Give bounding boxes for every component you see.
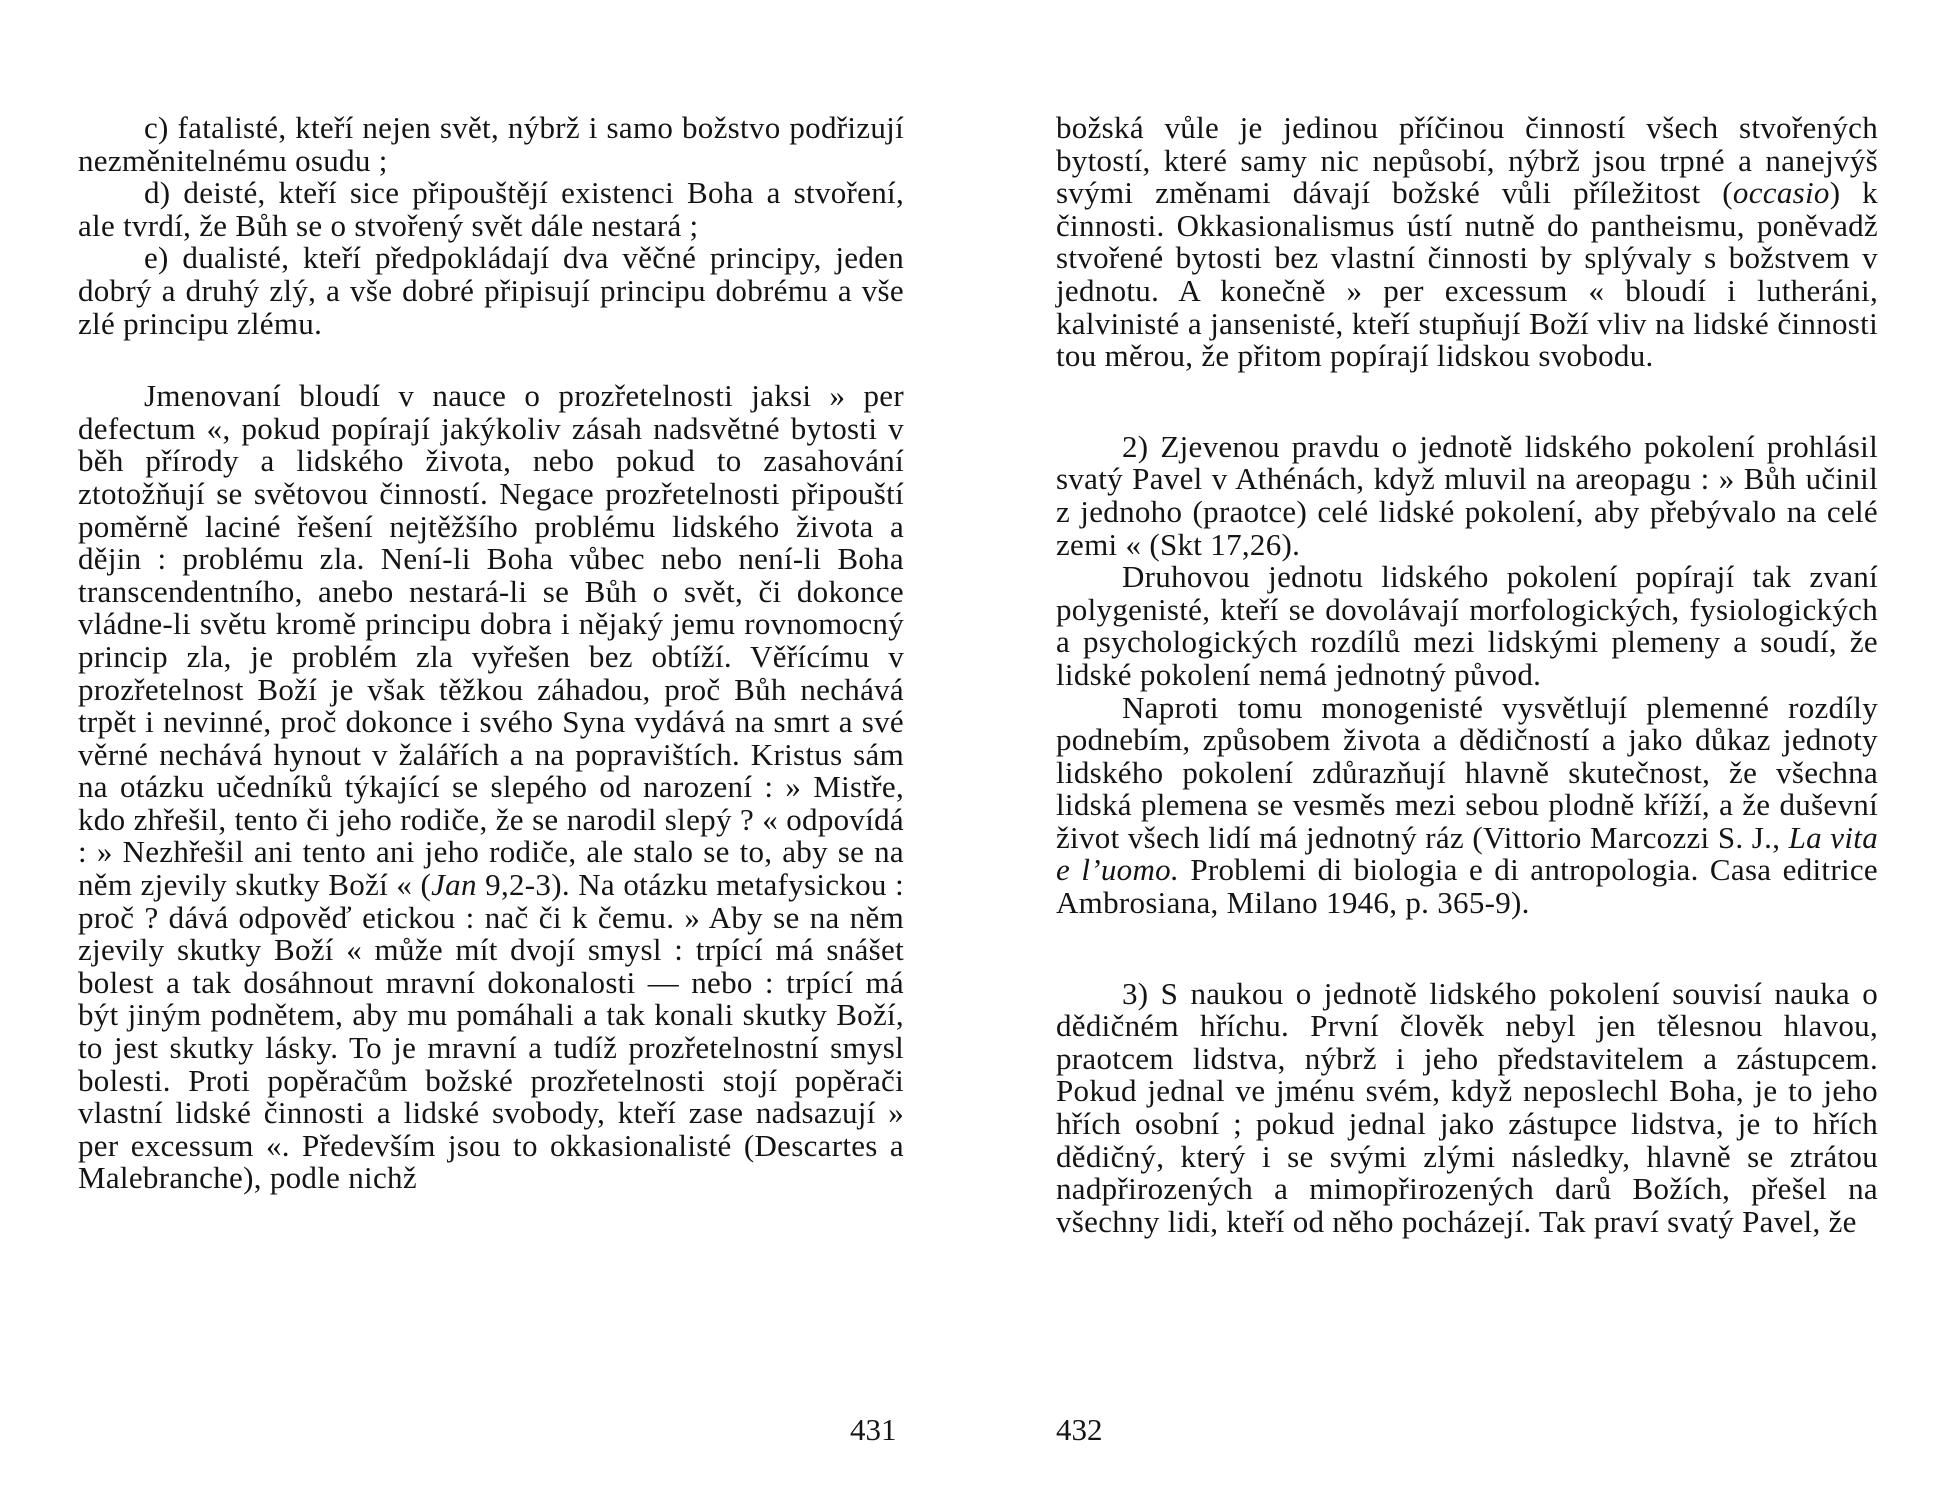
list-item-c: c) fatalisté, kteří nejen svět, nýbrž i samo božstvo podřizují nezměnitelnému osudu ; [78, 110, 904, 178]
list-item-d: d) deisté, kteří sice připouštějí existenci Boha a stvoření, ale tvrdí, že Bůh se o stvořený svět dále nestará ; [78, 175, 904, 243]
paragraph-text: Jmenovaní bloudí v nauce o prozřetelnosti jaksi » per defectum «, pokud popírají jakýkoliv zásah nadsvětné bytosti v běh přírody a lidského života, nebo pokud to zasahování ztotožňují se světovou činností. Negace prozřetelnosti připouští poměrně laciné řešení nejtěžšího problému lidského života a dějin : problému zla. Není-li Boha vůbec nebo není-li Boha transcendentního, anebo nestará-li se Bůh o svět, či dokonce vládne-li světu kromě principu dobra i nějaký jemu rovnomocný princip zla, je problém zla vyřešen bez obtíží. Věřícímu v prozřetelnost Boží je však těžkou záhadou, proč Bůh nechává trpět i nevinné, proč dokonce i svého Syna vydává na smrt a své věrné nechává hynout v žalářích a na popravištích. Kristus sám na otázku učedníků týkající se slepého od narození : » Mistře, kdo zhřešil, tento či jeho rodiče, že se narodil slepý ? « odpovídá : » Nezhřešil ani tento ani jeho rodiče, ale stalo se to, aby se na něm zjevily skutky Boží « ( [78, 378, 904, 903]
left-page [78, 112, 904, 1452]
page-number-right: 432 [1056, 1412, 1103, 1447]
list-item-e: e) dualisté, kteří předpokládají dva věčné principy, jeden dobrý a druhý zlý, a vše dobré připisují principu dobrému a vše zlé principu zlému. [78, 240, 904, 341]
monogenists-paragraph [1056, 689, 1878, 921]
right-page [1056, 112, 1878, 1452]
paragraph-text: ) k činnosti. Okkasionalismus ústí nutně do pantheismu, poněvadž stvořené bytosti bez vlastní činnosti by splývaly s božstvem v jednotu. A konečně » per excessum « bloudí i lutheráni, kalvinisté a jansenisté, kteří stupňují Boží vliv na lidské činnosti tou měrou, že přitom popírají lidskou svobodu. [1056, 175, 1878, 374]
section-3-paragraph: 3) S naukou o jednotě lidského pokolení souvisí nauka o dědičném hříchu. První člověk nebyl jen tělesnou hlavou, praotcem lidstva, nýbrž i jeho představitelem a zástupcem. Pokud jednal ve jménu svém, když neposlechl Boha, je to jeho hřích osobní ; pokud jednal jako zástupce lidstva, je to hřích dědičný, který i se svými zlými následky, hlavně se ztrátou nadpřirozených a mimopřirozených darů Božích, přešel na všechny lidi, kteří od něho pocházejí. Tak praví svatý Pavel, že [1056, 975, 1878, 1239]
page-number-left: 431 [850, 1412, 897, 1447]
italic-term: occasio [1732, 175, 1830, 211]
polygenists-paragraph: Druhovou jednotu lidského pokolení popírají tak zvaní polygenisté, kteří se dovolávají morfologických, fysiologických a psychologických rozdílů mezi lidskými plemeny a soudí, že lidské pokolení nemá jednotný původ. [1056, 559, 1878, 692]
body-paragraph [78, 380, 904, 1195]
bible-reference: Jan [431, 867, 477, 903]
continuation-paragraph [1056, 112, 1878, 373]
paragraph-text: 9,2-3). Na otázku metafysickou : proč ? dává odpověď etickou : nač či k čemu. » Aby se na něm zjevily skutky Boží « může mít dvojí smysl : trpící má snášet bolest a tak dosáhnout mravní dokonalosti — nebo : trpící má být jiným podnětem, aby mu pomáhali a tak konali skutky Boží, to jest skutky lásky. To je mravní a tudíž prozřetelnostní smysl bolesti. Proti popěračům božské prozřetelnosti stojí popěrači vlastní lidské činnosti a lidské svobody, kteří zase nadsazují » per excessum «. Především jsou to okkasionalisté (Descartes a Malebranche), podle nichž [78, 867, 904, 1196]
section-2-paragraph: 2) Zjevenou pravdu o jednotě lidského pokolení prohlásil svatý Pavel v Athénách, když mluvil na areopagu : » Bůh učinil z jednoho (praotce) celé lidské pokolení, aby přebývalo na celé zemi « (Skt 17,26). [1056, 428, 1878, 562]
paragraph-text: Naproti tomu monogenisté vysvětlují plemenné rozdíly podnebím, způsobem života a dědičností a jako důkaz jednoty lidského pokolení zdůrazňují hlavně skutečnost, že všechna lidská plemena se vesměs mezi sebou plodně kříží, a že duševní život všech lidí má jednotný ráz (Vittorio Marcozzi S. J., [1056, 689, 1878, 855]
paragraph-text: Problemi di biologia e di antropologia. Casa editrice Ambrosiana, Milano 1946, p. 365-9). [1056, 852, 1878, 921]
paragraph-text: božská vůle je jedinou příčinou činností všech stvořených bytostí, které samy nic nepůsobí, nýbrž jsou trpné a nanejvýš svými změnami dávají božské vůli příležitost ( [1056, 110, 1878, 211]
italic-title: La vita e l’uomo. [1056, 819, 1878, 888]
